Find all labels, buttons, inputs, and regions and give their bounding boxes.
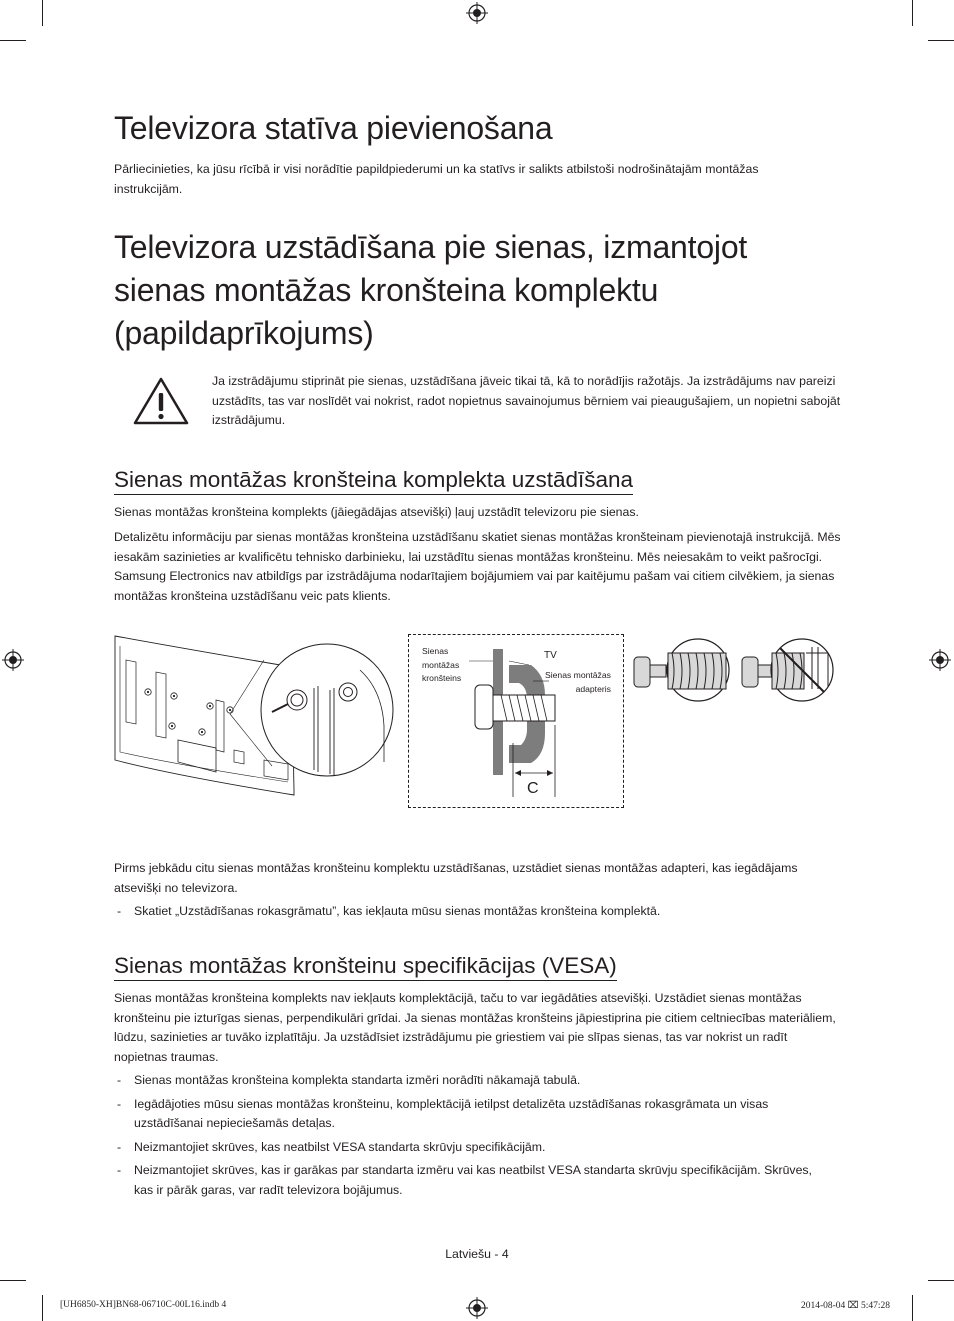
list-item <box>114 1138 826 1158</box>
list-item-text: Sienas montāžas kronšteina komplekta standarta izmēri norādīti nākamajā tabulā. <box>134 1073 581 1087</box>
crop-mark <box>928 1280 954 1281</box>
screw-incorrect-icon <box>738 637 838 703</box>
heading-text: Sienas montāžas kronšteina komplekta uzstādīšana <box>114 466 633 495</box>
label-c: C <box>527 780 539 797</box>
heading-text: Sienas montāžas kronšteinu specifikācijas (VESA) <box>114 952 617 981</box>
registration-mark-icon <box>2 649 24 671</box>
crop-mark <box>42 1295 43 1321</box>
crop-mark <box>0 40 26 41</box>
list-item <box>114 1095 826 1134</box>
bullet-dash: - <box>117 1073 122 1087</box>
registration-mark-icon <box>929 649 951 671</box>
cross-section-diagram <box>408 634 624 808</box>
bullet-dash: - <box>117 1139 122 1154</box>
list-item <box>114 1071 826 1091</box>
adapter-notes-list <box>114 902 844 926</box>
vesa-paragraph: Sienas montāžas kronšteina komplekts nav iekļauts komplektācijā, taču to var iegādāties atsevišķi. Uzstādiet sienas montāžas kronšteinu pie izturīgas sienas, perpendikulāri grīdai. Ja sienas montāžas kronšteins jāpiestiprina pie citiem celtniecības materiāliem, lūdzu, sazinieties ar tuvāko izplatītāju. Ja uzstādīsiet izstrādājumu pie griestiem vai pie slīpas sienas, tas var nokrist un radīt nopietnas traumas. <box>114 991 836 1064</box>
crop-mark <box>42 0 43 26</box>
list-item-text: Neizmantojiet skrūves, kas neatbilst VESA standarta skrūvju specifikācijām. <box>134 1139 546 1154</box>
title-line: sienas montāžas kronšteina komplektu <box>114 272 659 308</box>
title-line: Televizora uzstādīšana pie sienas, izmantojot <box>114 229 748 265</box>
label-tv: TV <box>544 650 557 661</box>
screw-correct-icon <box>630 637 736 703</box>
list-item-text: Neizmantojiet skrūves, kas ir garākas par standarta izmēru vai kas neatbilst VESA standarta skrūvju specifikācijām. Skrūves, kas ir pārāk garas, var radīt televizora bojājumus. <box>134 1163 812 1197</box>
label-line: adapteris <box>575 683 611 694</box>
title-line: (papildaprīkojums) <box>114 315 374 351</box>
crop-mark <box>0 1280 26 1281</box>
section-title-vesa <box>114 952 617 981</box>
label-line: montāžas <box>422 659 460 670</box>
section-title-stand: Televizora statīva pievienošana <box>114 110 553 146</box>
print-date: 2014-08-04 ⌧ 5:47:28 <box>800 1301 890 1311</box>
crop-mark <box>928 40 954 41</box>
registration-mark-icon <box>466 2 488 24</box>
label-line: Sienas <box>422 646 449 656</box>
warning-triangle-icon <box>132 376 190 426</box>
crop-mark <box>912 1295 913 1321</box>
section-title-wall-mount <box>114 226 747 355</box>
registration-mark-icon <box>466 1297 488 1319</box>
list-item-text: Skatiet „Uzstādīšanas rokasgrāmatu”, kas iekļauta mūsu sienas montāžas kronšteina komplektā. <box>134 904 661 918</box>
list-item <box>114 902 844 922</box>
warning-text: Ja izstrādājumu stiprināt pie sienas, uzstādīšana jāveic tikai tā, kā to norādījis ražotājs. Ja izstrādājums nav pareizi uzstādīts, tas var noslīdēt vai nokrist, radot nopietnus savainojumus bērniem vai pieaugušajiem, un nopietni sabojāt izstrādājumu. <box>212 374 841 427</box>
label-bracket <box>422 645 461 686</box>
stand-intro-text: Pārliecinieties, ka jūsu rīcībā ir visi norādītie papildpiederumi un ka statīvs ir salikts atbilstoši nodrošinātajām montāžas instrukcijām. <box>114 162 759 196</box>
crop-mark <box>912 0 913 26</box>
bullet-dash: - <box>117 1096 122 1111</box>
wall-kit-paragraph: Sienas montāžas kronšteina komplekts (jāiegādājas atsevišķi) ļauj uzstādīt televizoru pie sienas. <box>114 505 639 519</box>
vesa-notes-list <box>114 1071 826 1204</box>
tv-back-bracket-illustration <box>112 630 412 830</box>
wall-kit-paragraph: Detalizētu informāciju par sienas montāžas kronšteina uzstādīšanu skatiet sienas montāžas kronšteinam pievienotajā instrukcijā. Mēs iesakām sazinieties ar kvalificētu tehnisko darbinieku, lai uzstādītu sienas montāžas kronšteinu. Mēs neiesakām to veikt pašrocīgi. Samsung Electronics nav atbildīgs par izstrādājuma nodarītajiem bojājumiem vai par kaitējumu pašam vai citiem cilvēkiem, ja sienas montāžas kronšteina uzstādīšanu veic pats klients. <box>114 530 841 603</box>
label-adapter <box>545 669 611 696</box>
label-line: kronšteins <box>422 673 462 683</box>
bullet-dash: - <box>117 1163 122 1177</box>
adapter-paragraph: Pirms jebkādu citu sienas montāžas kronšteinu komplektu uzstādīšanas, uzstādiet sienas montāžas adapteri, kas iegādājams atsevišķi no televizora. <box>114 861 798 895</box>
section-title-wall-kit-install <box>114 466 633 495</box>
label-line: Sienas montāžas <box>545 670 611 680</box>
bullet-dash: - <box>117 904 122 918</box>
list-item <box>114 1161 826 1200</box>
list-item-text: Iegādājoties mūsu sienas montāžas kronšteinu, komplektācijā ietilpst detalizēta uzstādīšanas rokasgrāmata un visas uzstādīšanai nepieciešamās detaļas. <box>134 1096 769 1130</box>
page-number: Latviešu - 4 <box>445 1247 509 1261</box>
file-info: [UH6850-XH]BN68-06710C-00L16.indb 4 <box>60 1300 227 1310</box>
